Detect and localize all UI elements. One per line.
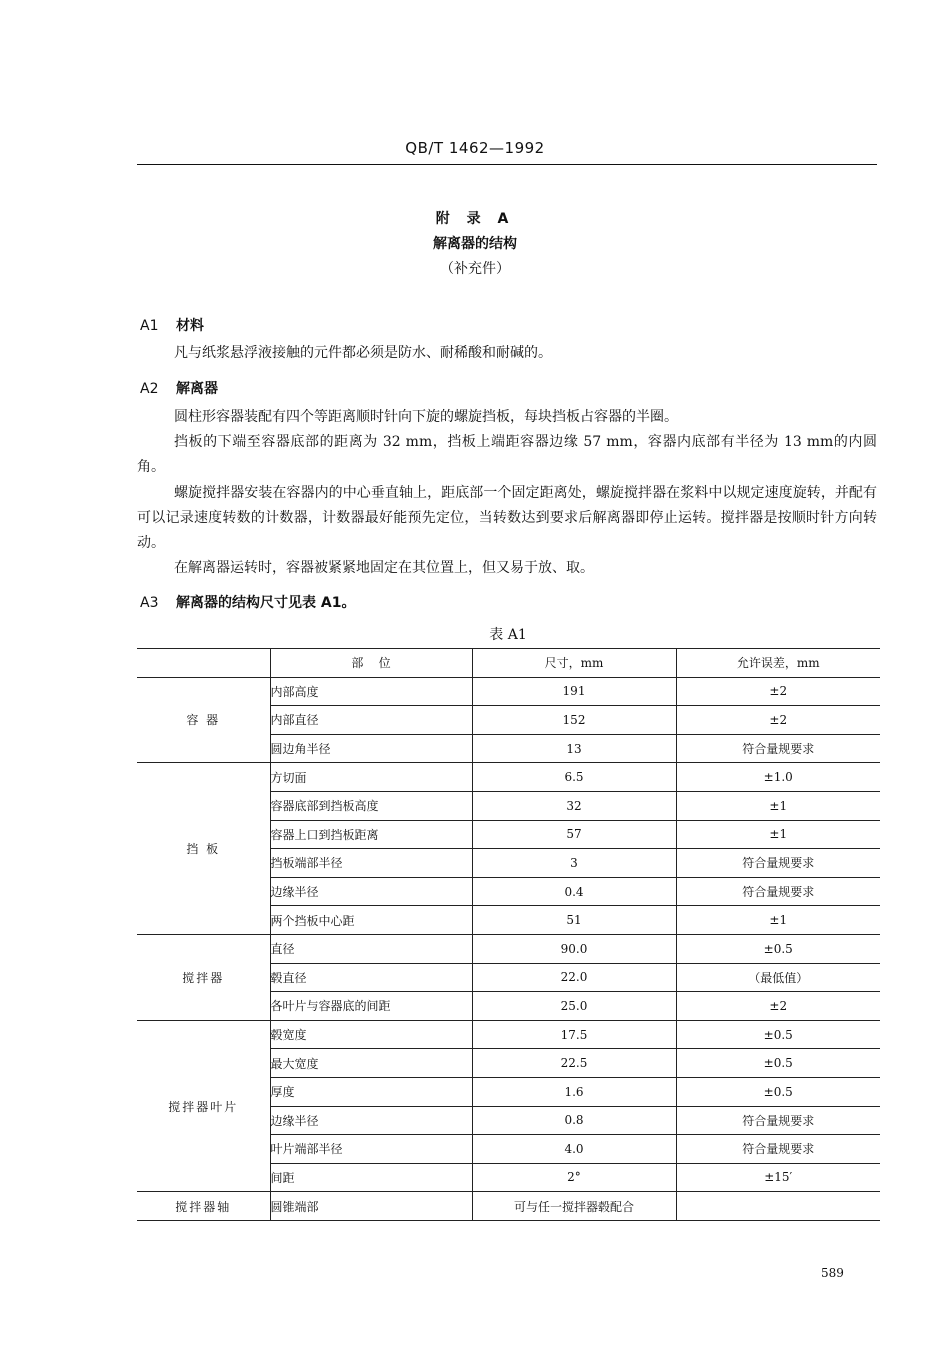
part-cell: 最大宽度 — [270, 1049, 472, 1078]
tolerance-cell: ±2 — [676, 677, 880, 706]
part-cell: 边缘半径 — [270, 877, 472, 906]
tolerance-cell: ±1 — [676, 820, 880, 849]
tolerance-cell: ±0.5 — [676, 1077, 880, 1106]
size-cell: 可与任一搅拌器毂配合 — [472, 1192, 676, 1221]
table-row — [137, 934, 880, 963]
size-cell: 191 — [472, 677, 676, 706]
size-cell: 32 — [472, 791, 676, 820]
tolerance-cell: 符合量规要求 — [676, 1106, 880, 1135]
section-a3-heading — [140, 592, 355, 612]
standard-code: QB/T 1462—1992 — [405, 139, 545, 157]
size-cell: 0.8 — [472, 1106, 676, 1135]
section-title: 材料 — [176, 318, 204, 334]
size-cell: 57 — [472, 820, 676, 849]
appendix-label: 附 录 A — [435, 211, 515, 227]
part-cell: 边缘半径 — [270, 1106, 472, 1135]
part-cell: 直径 — [270, 934, 472, 963]
tolerance-cell: 符合量规要求 — [676, 877, 880, 906]
size-cell: 6.5 — [472, 763, 676, 792]
header-rule — [137, 164, 877, 165]
part-cell: 容器底部到挡板高度 — [270, 791, 472, 820]
page-number: 589 — [821, 1266, 844, 1280]
paragraph: 圆柱形容器装配有四个等距离顺时针向下旋的螺旋挡板，每块挡板占容器的半圈。 — [174, 409, 678, 425]
section-a1-heading — [140, 315, 204, 335]
section-title: 解离器 — [176, 381, 218, 397]
table-row — [137, 763, 880, 792]
group-cell: 搅拌器叶片 — [137, 1020, 270, 1192]
tolerance-cell: ±15′ — [676, 1163, 880, 1192]
section-a2-heading — [140, 378, 218, 398]
size-cell: 4.0 — [472, 1135, 676, 1164]
size-cell: 13 — [472, 734, 676, 763]
tolerance-cell: 符合量规要求 — [676, 734, 880, 763]
section-number: A1 — [140, 318, 159, 334]
part-cell: 厚度 — [270, 1077, 472, 1106]
part-cell: 圆锥端部 — [270, 1192, 472, 1221]
table-header-row — [137, 649, 880, 678]
part-cell: 两个挡板中心距 — [270, 906, 472, 935]
part-cell: 毂宽度 — [270, 1020, 472, 1049]
tolerance-cell: ±2 — [676, 992, 880, 1021]
part-cell: 毂直径 — [270, 963, 472, 992]
tolerance-cell — [676, 1192, 880, 1221]
size-cell: 3 — [472, 849, 676, 878]
part-cell: 容器上口到挡板距离 — [270, 820, 472, 849]
part-cell: 挡板端部半径 — [270, 849, 472, 878]
table-row — [137, 1192, 880, 1221]
tolerance-cell: ±1 — [676, 791, 880, 820]
appendix-title: 解离器的结构 — [433, 236, 517, 252]
size-cell: 2° — [472, 1163, 676, 1192]
tolerance-cell: ±2 — [676, 706, 880, 735]
table-row — [137, 1020, 880, 1049]
size-cell: 51 — [472, 906, 676, 935]
tolerance-cell: 符合量规要求 — [676, 849, 880, 878]
section-number: A3 — [140, 595, 159, 611]
header-part-cell: 部 位 — [270, 649, 472, 678]
spec-table-body — [137, 677, 880, 1220]
part-cell: 圆边角半径 — [270, 734, 472, 763]
group-cell: 搅拌器轴 — [137, 1192, 270, 1221]
tolerance-cell: ±0.5 — [676, 1020, 880, 1049]
tolerance-cell: ±0.5 — [676, 934, 880, 963]
size-cell: 1.6 — [472, 1077, 676, 1106]
size-cell: 22.0 — [472, 963, 676, 992]
part-cell: 间距 — [270, 1163, 472, 1192]
size-cell: 22.5 — [472, 1049, 676, 1078]
size-cell: 25.0 — [472, 992, 676, 1021]
header-tolerance-cell: 允许误差，mm — [676, 649, 880, 678]
group-cell: 搅拌器 — [137, 934, 270, 1020]
part-cell: 各叶片与容器底的间距 — [270, 992, 472, 1021]
section-number: A2 — [140, 381, 159, 397]
header-group-cell — [137, 649, 270, 678]
table-caption: 表 A1 — [489, 627, 527, 643]
paragraph: 挡板的下端至容器底部的距离为 32 mm，挡板上端距容器边缘 57 mm，容器内底部有半径为 13 mm的内圆角。 — [137, 434, 877, 475]
tolerance-cell: 符合量规要求 — [676, 1135, 880, 1164]
part-cell: 内部直径 — [270, 706, 472, 735]
paragraph: 螺旋搅拌器安装在容器内的中心垂直轴上，距底部一个固定距离处，螺旋搅拌器在浆料中以规定速度旋转，并配有可以记录速度转数的计数器，计数器最好能预先定位，当转数达到要求后解离器即停止运转。搅拌器是按顺时针方向转动。 — [137, 485, 877, 551]
table-row — [137, 677, 880, 706]
size-cell: 152 — [472, 706, 676, 735]
paragraph: 在解离器运转时，容器被紧紧地固定在其位置上，但又易于放、取。 — [174, 560, 594, 576]
part-cell: 方切面 — [270, 763, 472, 792]
header-size-cell: 尺寸，mm — [472, 649, 676, 678]
group-cell: 挡 板 — [137, 763, 270, 935]
size-cell: 90.0 — [472, 934, 676, 963]
tolerance-cell: ±0.5 — [676, 1049, 880, 1078]
tolerance-cell: ±1.0 — [676, 763, 880, 792]
paragraph: 凡与纸浆悬浮液接触的元件都必须是防水、耐稀酸和耐碱的。 — [174, 345, 552, 361]
spec-table — [137, 648, 880, 1221]
appendix-subtitle: （补充件） — [440, 261, 510, 277]
part-cell: 内部高度 — [270, 677, 472, 706]
size-cell: 17.5 — [472, 1020, 676, 1049]
tolerance-cell: （最低值） — [676, 963, 880, 992]
size-cell: 0.4 — [472, 877, 676, 906]
part-cell: 叶片端部半径 — [270, 1135, 472, 1164]
group-cell: 容 器 — [137, 677, 270, 763]
tolerance-cell: ±1 — [676, 906, 880, 935]
section-title: 解离器的结构尺寸见表 A1。 — [176, 595, 356, 611]
